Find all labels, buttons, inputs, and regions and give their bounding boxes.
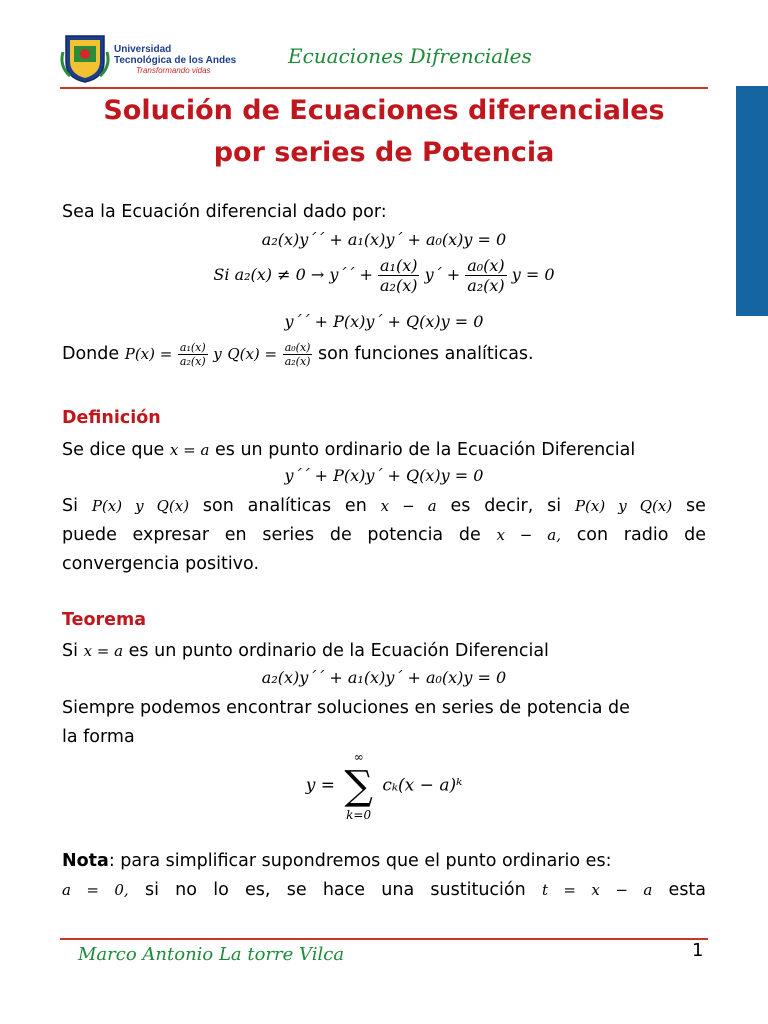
theorem-equation: a₂(x)y´´ + a₁(x)y´ + a₀(x)y = 0 xyxy=(261,668,507,687)
university-logo xyxy=(60,32,237,86)
equation-1: a₂(x)y´´ + a₁(x)y´ + a₀(x)y = 0 xyxy=(261,230,507,249)
fraction-a1-a2: $\frac{\text{a₁(x)}}{\text{a₂(x)}}$ xyxy=(380,256,418,295)
fraction-q: $\frac{\text{a₀(x)}}{\text{a₂(x)}}$ xyxy=(284,340,311,368)
donde-line: Donde P(x) = $\frac{\text{a₁(x)}}{\text{a₂(x)}}$ y Q(x) = $\frac{\text{a₀(x)}}{\text{a₂(x)}}$ son funciones analíticas. xyxy=(62,340,534,368)
university-crest-icon xyxy=(60,32,110,84)
definition-heading: Definición xyxy=(62,408,161,428)
equation-3: y´´ + P(x)y´ + Q(x)y = 0 xyxy=(284,312,484,331)
logo-line-2: Tecnológica de los Andes xyxy=(114,55,237,66)
definition-line-2: Si P(x) y Q(x) son analíticas en x − a es decir, si P(x) y Q(x) se xyxy=(62,496,706,516)
theorem-line-2: Siempre podemos encontrar soluciones en series de potencia de xyxy=(62,698,630,718)
page-title xyxy=(60,90,708,174)
footer-divider xyxy=(60,938,708,940)
logo-line-1: Universidad xyxy=(114,44,172,55)
theorem-line-3: la forma xyxy=(62,727,135,747)
note-line-2: a = 0, si no lo es, se hace una sustitución t = x − a esta xyxy=(62,880,707,900)
title-line-1: Solución de Ecuaciones diferenciales xyxy=(103,95,665,126)
fraction-a0-a2: $\frac{\text{a₀(x)}}{\text{a₂(x)}}$ xyxy=(467,256,505,295)
header-divider xyxy=(60,87,708,89)
theorem-heading: Teorema xyxy=(62,610,147,630)
page-number: 1 xyxy=(692,940,704,961)
page-header xyxy=(60,28,708,88)
equation-2: Si a₂(x) ≠ 0 → y´´ + $\frac{\text{a₁(x)}}{\text{a₂(x)}}$ y´ + $\frac{\text{a₀(x)}}{\text{a₂(x)}}$ y = 0 xyxy=(213,256,555,295)
definition-line-1: Se dice que x = a es un punto ordinario de la Ecuación Diferencial xyxy=(62,440,636,460)
note-line-1: Nota: para simplificar supondremos que el punto ordinario es: xyxy=(62,851,612,871)
definition-equation: y´´ + P(x)y´ + Q(x)y = 0 xyxy=(284,466,484,485)
title-line-2: por series de Potencia xyxy=(213,137,555,168)
intro-text: Sea la Ecuación diferencial dado por: xyxy=(62,202,387,222)
series-equation: y = ∞ ∑ k=0 cₖ(x − a)ᵏ xyxy=(305,750,463,822)
logo-slogan: Transformando vidas xyxy=(136,66,211,75)
side-tab xyxy=(736,86,768,316)
theorem-line-1: Si x = a es un punto ordinario de la Ecuación Diferencial xyxy=(62,641,549,661)
header-title: Ecuaciones Difrenciales xyxy=(288,44,532,68)
summation: ∞ ∑ k=0 xyxy=(344,750,373,822)
definition-line-4: convergencia positivo. xyxy=(62,554,260,574)
footer-author: Marco Antonio La torre Vilca xyxy=(78,944,345,965)
definition-line-3: puede expresar en series de potencia de x − a, con radio de xyxy=(62,525,706,545)
fraction-p: $\frac{\text{a₁(x)}}{\text{a₂(x)}}$ xyxy=(179,340,206,368)
